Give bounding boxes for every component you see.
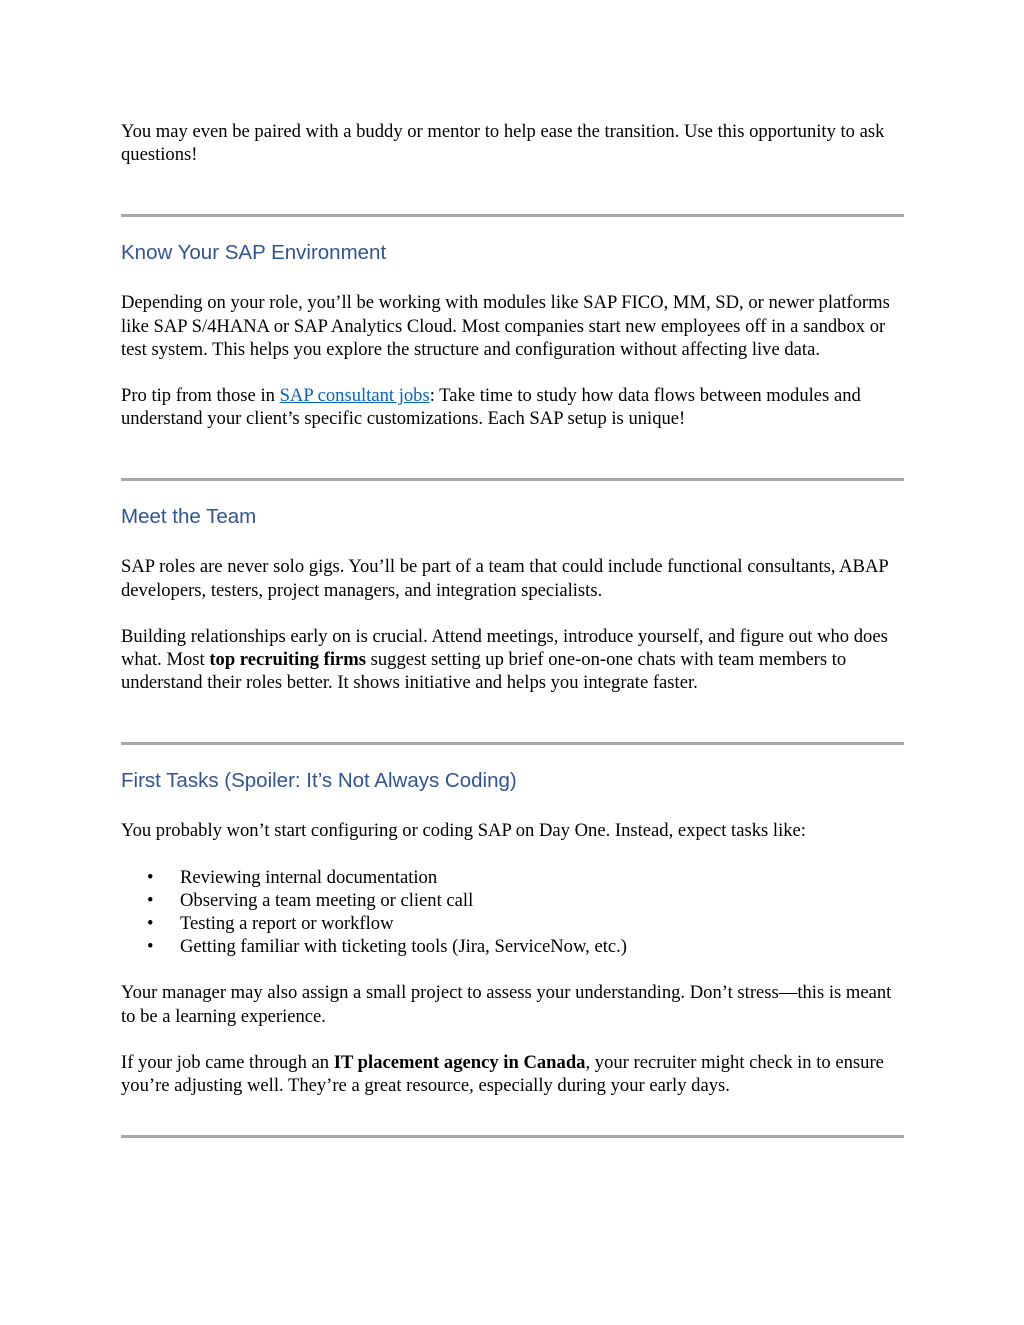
bullet-icon: • — [147, 913, 154, 935]
section-divider — [121, 1135, 904, 1138]
it-placement-agency-bold: IT placement agency in Canada — [333, 1051, 586, 1073]
team-paragraph: SAP roles are never solo gigs. You’ll be part of a team that could include functional consultants, ABAP developers, testers, project managers, and integration specialists. — [121, 556, 889, 601]
placement-text-start: If your job came through an — [121, 1051, 334, 1073]
placement-agency-paragraph — [121, 1051, 904, 1097]
placement-text-end: , your recruiter might check in to ensure you’re adjusting well. They’re a great resource, especially during your early days. — [121, 1051, 884, 1097]
manager-paragraph: Your manager may also assign a small project to assess your understanding. Don’t stress—this is meant to be a learning experience. — [121, 982, 892, 1027]
section-heading-meet-the-team: Meet the Team — [121, 505, 257, 529]
first-tasks-intro-paragraph: You probably won’t start configuring or coding SAP on Day One. Instead, expect tasks like: — [121, 820, 806, 842]
relationships-text-start: Building relationships early on is crucial. Attend meetings, introduce yourself, and figure out who does what. Most — [121, 625, 888, 671]
list-item-text: Getting familiar with ticketing tools (Jira, ServiceNow, etc.) — [180, 936, 627, 958]
pro-tip-paragraph — [121, 384, 904, 430]
section-divider — [121, 478, 904, 481]
intro-paragraph: You may even be paired with a buddy or mentor to help ease the transition. Use this opportunity to ask questions! — [121, 121, 885, 166]
sap-environment-paragraph: Depending on your role, you’ll be working with modules like SAP FICO, MM, SD, or newer platforms like SAP S/4HANA or SAP Analytics Cloud. Most companies start new employees off in a sandbox or test system. This helps you explore the structure and configuration without affecting live data. — [121, 292, 890, 360]
list-item — [121, 889, 904, 912]
top-recruiting-firms-bold: top recruiting firms — [209, 649, 366, 671]
pro-tip-text-end: : Take time to study how data flows between modules and understand your client’s specific customizations. Each SAP setup is unique! — [121, 385, 861, 430]
section-divider — [121, 214, 904, 217]
section-divider — [121, 742, 904, 745]
document-page — [121, 120, 904, 1138]
bullet-icon: • — [147, 866, 154, 888]
section-heading-first-tasks: First Tasks (Spoiler: It’s Not Always Coding) — [121, 769, 517, 793]
relationships-text-end: suggest setting up brief one-on-one chats with team members to understand their roles better. It shows initiative and helps you integrate faster. — [121, 649, 847, 694]
bullet-icon: • — [147, 936, 154, 958]
list-item — [121, 866, 904, 889]
list-item — [121, 935, 904, 958]
list-item-text: Testing a report or workflow — [180, 913, 394, 935]
sap-consultant-jobs-link[interactable]: SAP consultant jobs — [279, 385, 430, 407]
list-item-text: Reviewing internal documentation — [180, 866, 438, 888]
list-item-text: Observing a team meeting or client call — [180, 889, 474, 911]
pro-tip-text-start: Pro tip from those in — [121, 385, 280, 407]
bullet-icon: • — [147, 889, 154, 911]
task-list — [121, 866, 904, 959]
list-item — [121, 912, 904, 935]
relationships-paragraph — [121, 625, 904, 695]
section-heading-sap-environment: Know Your SAP Environment — [121, 241, 387, 265]
